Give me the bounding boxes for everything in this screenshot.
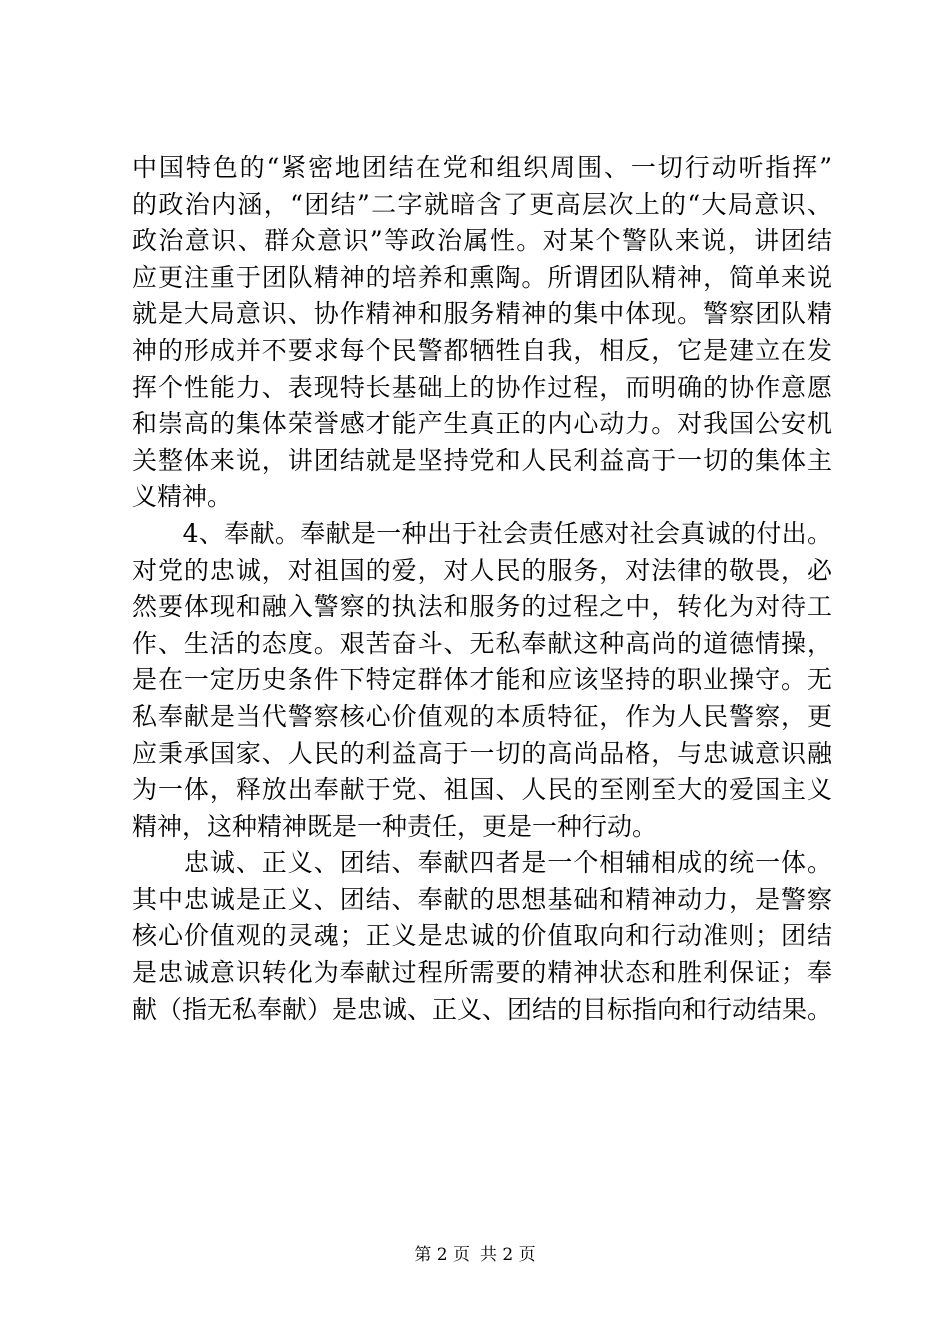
- text-line: 为一体，释放出奉献于党、祖国、人民的至刚至大的爱国主义: [132, 775, 832, 805]
- text-line: 是在一定历史条件下特定群体才能和应该坚持的职业操守。无: [132, 665, 832, 695]
- text-line: 作、生活的态度。艰苦奋斗、无私奉献这种高尚的道德情操，: [132, 628, 832, 658]
- text-line: 其中忠诚是正义、团结、奉献的思想基础和精神动力，是警察: [132, 884, 832, 914]
- text-line: 献（指无私奉献）是忠诚、正义、团结的目标指向和行动结果。: [132, 994, 833, 1024]
- text-line: 应更注重于团队精神的培养和熏陶。所谓团队精神，简单来说: [132, 262, 832, 292]
- text-line: 然要体现和融入警察的执法和服务的过程之中，转化为对待工: [132, 592, 832, 622]
- body-text: [132, 150, 832, 1028]
- page-footer: [0, 1243, 950, 1267]
- text-line: 私奉献是当代警察核心价值观的本质特征，作为人民警察，更: [132, 701, 832, 731]
- text-line: 就是大局意识、协作精神和服务精神的集中体现。警察团队精: [132, 299, 832, 329]
- text-line: 核心价值观的灵魂；正义是忠诚的价值取向和行动准则；团结: [132, 921, 832, 951]
- text-line: 和崇高的集体荣誉感才能产生真正的内心动力。对我国公安机: [132, 409, 832, 439]
- text-line: 精神，这种精神既是一种责任，更是一种行动。: [132, 811, 658, 841]
- text-line: 是忠诚意识转化为奉献过程所需要的精神状态和胜利保证；奉: [132, 958, 832, 988]
- text-line: 关整体来说，讲团结就是坚持党和人民利益高于一切的集体主: [132, 445, 832, 475]
- page-number-total: 共 2 页: [480, 1245, 536, 1265]
- text-line: 中国特色的“紧密地团结在党和组织周围、一切行动听指挥”: [132, 153, 832, 182]
- text-line: 义精神。: [132, 482, 233, 512]
- text-line: 挥个性能力、表现特长基础上的协作过程，而明确的协作意愿: [132, 372, 832, 402]
- text-line: 神的形成并不要求每个民警都牺牲自我，相反，它是建立在发: [132, 335, 832, 365]
- text-line: 对党的忠诚，对祖国的爱，对人民的服务，对法律的敬畏，必: [132, 555, 832, 585]
- text-line: 应秉承国家、人民的利益高于一切的高尚品格，与忠诚意识融: [132, 738, 832, 768]
- page-number-current: 第 2 页: [414, 1245, 470, 1265]
- text-line: 政治意识、群众意识”等政治属性。对某个警队来说，讲团结: [132, 226, 832, 256]
- text-line: 的政治内涵，“团结”二字就暗含了更高层次上的“大局意识、: [132, 189, 832, 219]
- text-line: 4、奉献。奉献是一种出于社会责任感对社会真诚的付出。: [132, 518, 832, 548]
- text-line: 忠诚、正义、团结、奉献四者是一个相辅相成的统一体。: [132, 848, 832, 878]
